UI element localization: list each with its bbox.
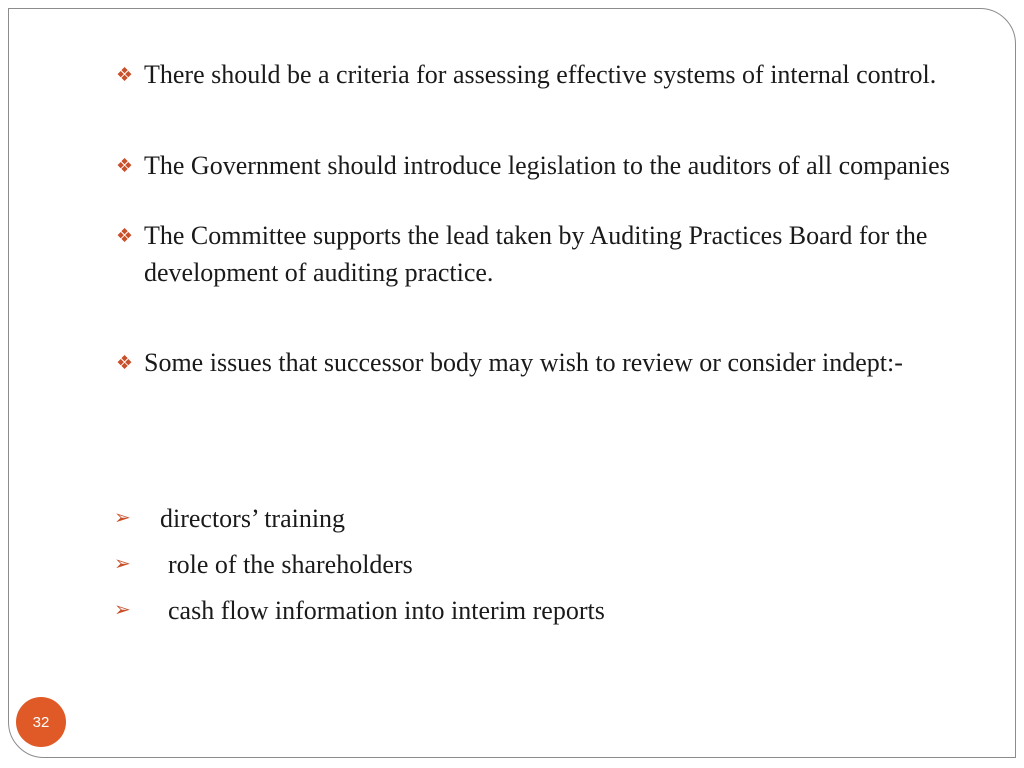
diamond-bullet-icon: ❖: [116, 65, 134, 86]
bullet-text: There should be a criteria for assessing effective systems of internal control.: [144, 60, 937, 89]
bullet-item: [110, 147, 990, 184]
sub-bullet-text: directors’ training: [160, 504, 346, 533]
diamond-bullet-icon: ❖: [116, 156, 134, 177]
bullet-item: [110, 56, 990, 93]
sub-bullet-list: [112, 500, 992, 629]
sub-bullet-text: cash flow information into interim reports: [168, 596, 605, 625]
sub-bullet-text: role of the shareholders: [168, 550, 413, 579]
sub-bullet-item: [112, 592, 992, 629]
sub-bullet-item: [112, 546, 992, 583]
page-number-badge: 32: [16, 697, 66, 747]
bullet-item: [110, 217, 990, 291]
diamond-bullet-icon: ❖: [116, 226, 134, 247]
arrow-bullet-icon: ➢: [114, 553, 131, 575]
bullet-text: Some issues that successor body may wish to review or consider indept:-: [144, 348, 903, 377]
diamond-bullet-icon: ❖: [116, 353, 134, 374]
arrow-bullet-icon: ➢: [114, 507, 131, 529]
bullet-text: The Government should introduce legislation to the auditors of all companies: [144, 151, 950, 180]
sub-bullet-item: [112, 500, 992, 537]
bullet-text: The Committee supports the lead taken by Auditing Practices Board for the development of auditing practice.: [144, 221, 928, 287]
bullet-item: [110, 344, 990, 381]
slide-content: [110, 56, 990, 381]
arrow-bullet-icon: ➢: [114, 599, 131, 621]
